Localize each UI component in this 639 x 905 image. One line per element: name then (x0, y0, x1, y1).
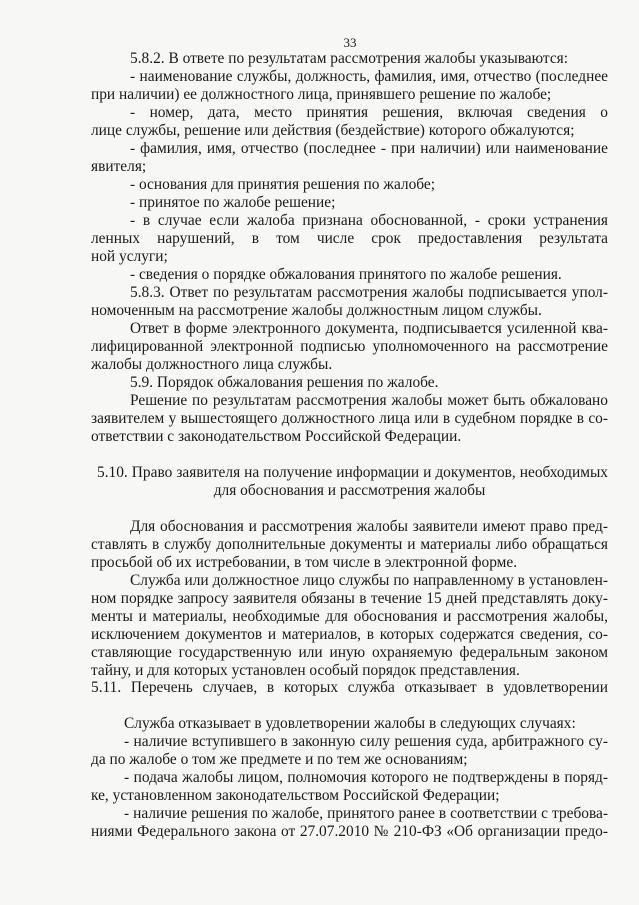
text-line: 5.10. Право заявителя на получение информации и документов, необходимых (97, 464, 608, 481)
text-line: Ответ в форме электронного документа, подписывается усиленной ква- (130, 320, 608, 337)
text-line: лице службы, решение или действия (бездействие) которого обжалуются; (91, 122, 575, 139)
text-line: - сведения о порядке обжалования принятого по жалобе решения. (130, 266, 562, 283)
text-line: Для обоснования и рассмотрения жалобы заявители имеют право пред- (130, 518, 608, 535)
text-line: тайну, и для которых установлен особый порядок представления. (91, 662, 520, 679)
text-line: - наименование службы, должность, фамилия, имя, отчество (последнее (130, 68, 608, 85)
text-line: - номер, дата, место принятия решения, включая сведения о (130, 104, 608, 121)
text-line: Служба отказывает в удовлетворении жалобы в следующих случаях: (124, 715, 576, 732)
page-number: 33 (343, 35, 357, 50)
text-line: ной услуги; (91, 248, 168, 265)
text-line: ниями Федерального закона от 27.07.2010 № 210-ФЗ «Об организации предо- (91, 823, 608, 840)
text-line: исключением документов и материалов, в которых содержатся сведения, со- (91, 626, 608, 643)
text-line: номоченным на рассмотрение жалобы должностным лицом службы. (91, 302, 542, 319)
text-line: ответствии с законодательством Российской Федерации. (91, 428, 462, 445)
text-line: - принятое по жалобе решение; (130, 194, 336, 211)
text-line: 5.11. Перечень случаев, в которых служба отказывает в удовлетворении (91, 679, 608, 696)
text-line: просьбой об их истребовании, в том числе в электронной форме. (91, 554, 518, 571)
text-line: - наличие решения по жалобе, принятого ранее в соответствии с требова- (124, 805, 608, 822)
text-line: - в случае если жалоба признана обоснованной, - сроки устранения (130, 212, 608, 229)
text-line: явителя; (91, 158, 147, 175)
text-line: для обоснования и рассмотрения жалобы (213, 482, 486, 499)
text-line: ставляющие государственную или иную охраняемую федеральным законом (91, 644, 608, 661)
text-line: Решение по результатам рассмотрения жалобы может быть обжаловано (130, 392, 608, 409)
text-line: при наличии) ее должностного лица, принявшего решение по жалобе; (91, 86, 552, 103)
text-line: 5.9. Порядок обжалования решения по жалобе. (130, 374, 439, 391)
text-line: лифицированной электронной подписью уполномоченного на рассмотрение (91, 338, 608, 355)
text-line: 5.8.3. Ответ по результатам рассмотрения жалобы подписывается упол- (130, 284, 608, 301)
text-line: менты и материалы, необходимые для обоснования и рассмотрения жалобы, (91, 608, 608, 625)
text-line: жалобы должностного лица службы. (91, 356, 333, 373)
text-line: 5.8.2. В ответе по результатам рассмотрения жалобы указываются: (130, 50, 569, 67)
text-line: - подача жалобы лицом, полномочия которого не подтверждены в поряд- (124, 769, 608, 786)
text-line: заявителем у вышестоящего должностного лица или в судебном порядке в со- (91, 410, 608, 427)
text-line: ном порядке запросу заявителя обязаны в течение 15 дней представлять доку- (91, 590, 608, 607)
text-line: - фамилия, имя, отчество (последнее - при наличии) или наименование (130, 140, 608, 157)
text-line: ке, установленном законодательством Российской Федерации; (91, 787, 500, 804)
text-line: - наличие вступившего в законную силу решения суда, арбитражного су- (124, 733, 608, 750)
text-line: ленных нарушений, в том числе срок предоставления результата (91, 230, 608, 247)
text-line: - основания для принятия решения по жалобе; (130, 176, 436, 193)
text-line: Служба или должностное лицо службы по направленному в установлен- (130, 572, 608, 589)
text-line: да по жалобе о том же предмете и по тем же основаниям; (91, 751, 468, 768)
text-line: ставлять в службу дополнительные документы и материалы либо обращаться (91, 536, 608, 553)
